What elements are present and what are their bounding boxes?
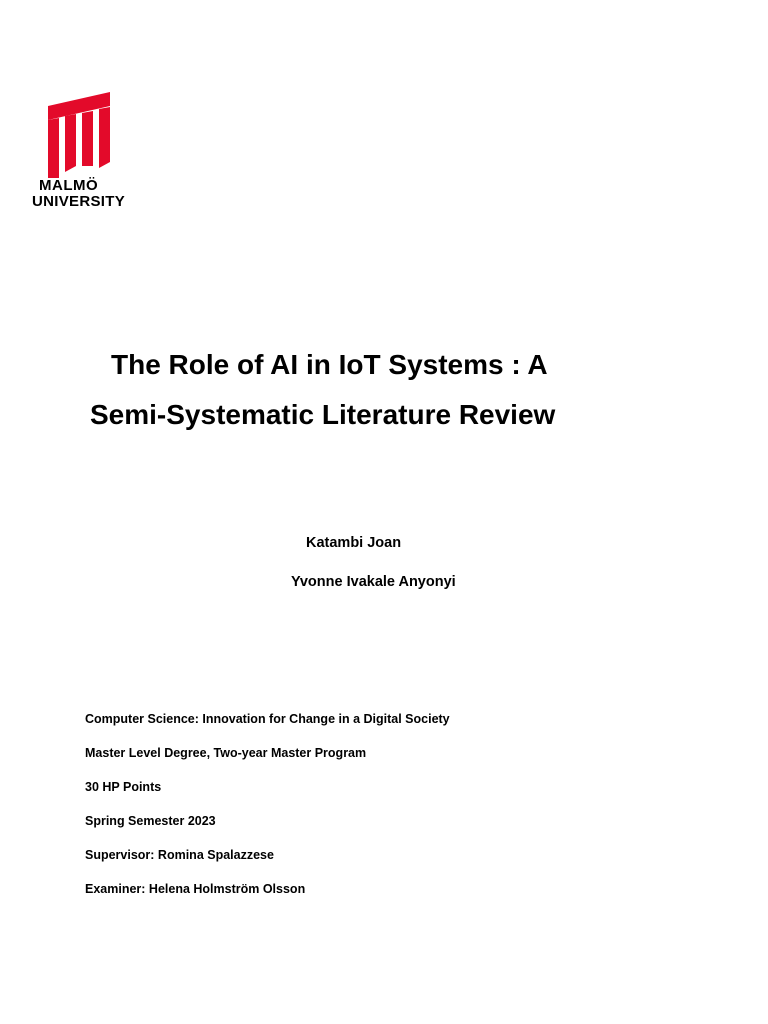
semester: Spring Semester 2023 [85,814,216,828]
title-line-1: The Role of AI in IoT Systems : A [111,349,548,380]
document-title [0,340,768,440]
logo-text-university: UNIVERSITY [32,193,126,210]
credit-points: 30 HP Points [85,780,162,794]
examiner: Examiner: Helena Holmström Olsson [85,882,306,896]
program-name: Computer Science: Innovation for Change in a Digital Society [85,712,450,726]
university-logo [28,90,138,225]
author-name: Yvonne Ivakale Anyonyi [291,574,456,590]
title-line-2: Semi-Systematic Literature Review [90,399,556,430]
thesis-details [85,709,685,913]
degree-level: Master Level Degree, Two-year Master Program [85,746,367,760]
university-emblem-icon [48,92,112,178]
logo-text-malmo: MALMÖ [39,177,99,194]
author-name: Katambi Joan [306,535,402,551]
logo-wordmark [28,178,138,210]
supervisor: Supervisor: Romina Spalazzese [85,848,274,862]
